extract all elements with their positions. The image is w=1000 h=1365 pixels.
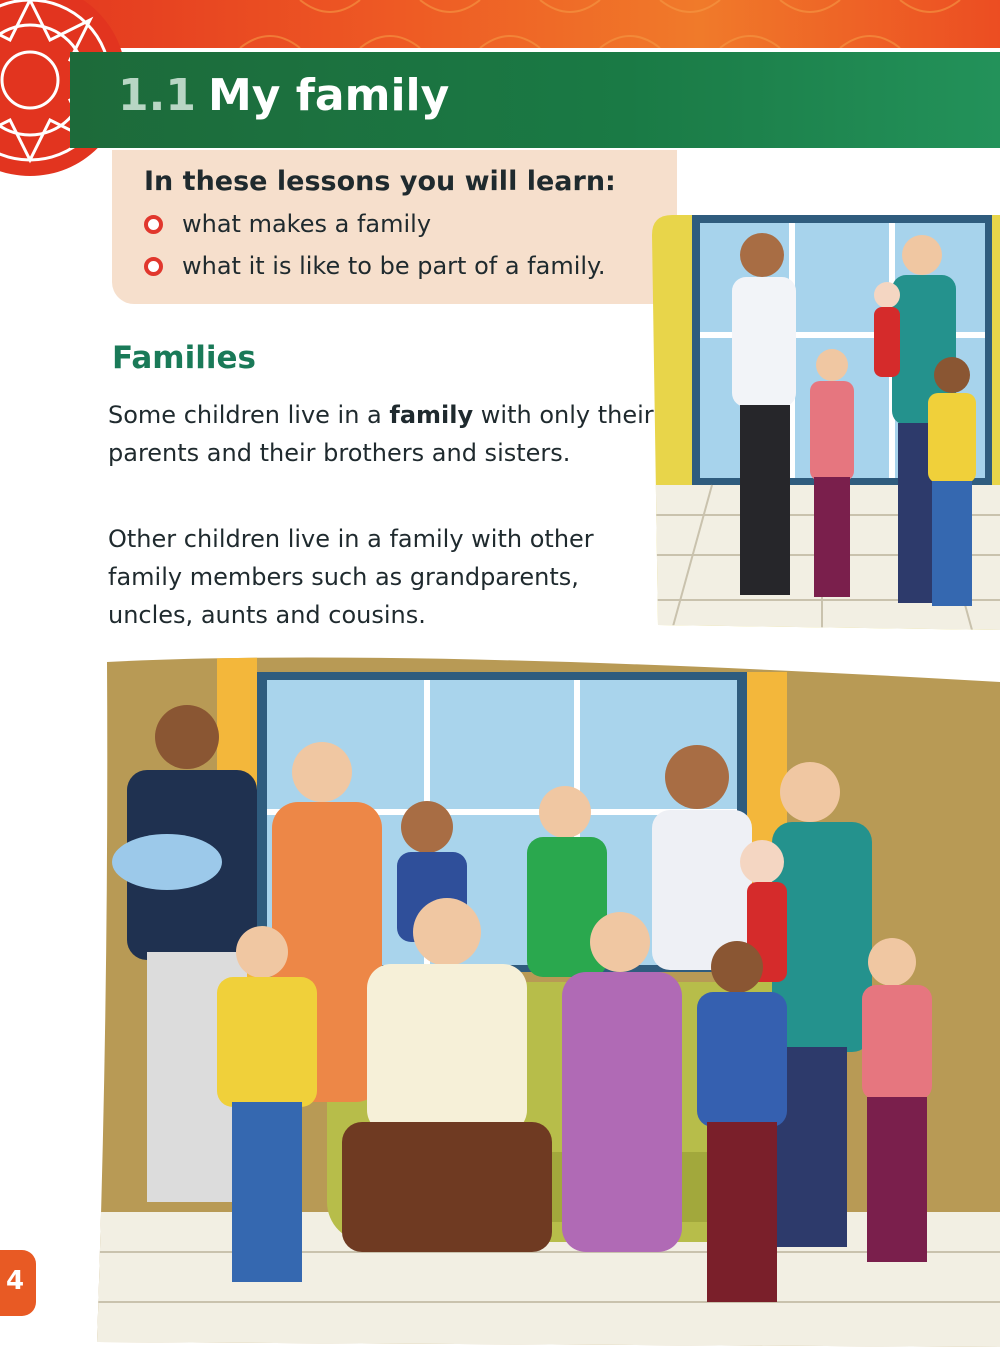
- top-decorative-band: [0, 0, 1000, 48]
- lesson-title: My family: [208, 70, 450, 121]
- small-family-illustration: [652, 215, 1000, 630]
- section-heading: Families: [112, 340, 256, 376]
- objective-text: what makes a family: [182, 210, 432, 238]
- lesson-title-bar: [70, 52, 1000, 148]
- extended-family-illustration: [97, 652, 1000, 1347]
- paragraph-1-start: Some children live in a: [108, 401, 390, 429]
- bullet-icon: [144, 257, 163, 276]
- objectives-heading: In these lessons you will learn:: [144, 166, 616, 197]
- lesson-number: 1.1: [118, 70, 196, 121]
- objectives-list: [142, 210, 605, 294]
- keyword-family: family: [389, 401, 474, 429]
- page-number-tab: [0, 1250, 36, 1316]
- objective-text: what it is like to be part of a family.: [182, 252, 606, 280]
- learning-objectives-box: [112, 150, 677, 304]
- bullet-icon: [144, 215, 163, 234]
- paragraph-1: [108, 396, 668, 472]
- page-number: 4: [6, 1266, 25, 1296]
- paragraph-1-end: with only their parents and their brothers and sisters.: [108, 401, 654, 467]
- objective-item: [142, 252, 605, 294]
- band-pattern: [0, 0, 1000, 48]
- paragraph-2: Other children live in a family with other family members such as grandparents, uncles, aunts and cousins.: [108, 525, 594, 629]
- objective-item: [142, 210, 605, 252]
